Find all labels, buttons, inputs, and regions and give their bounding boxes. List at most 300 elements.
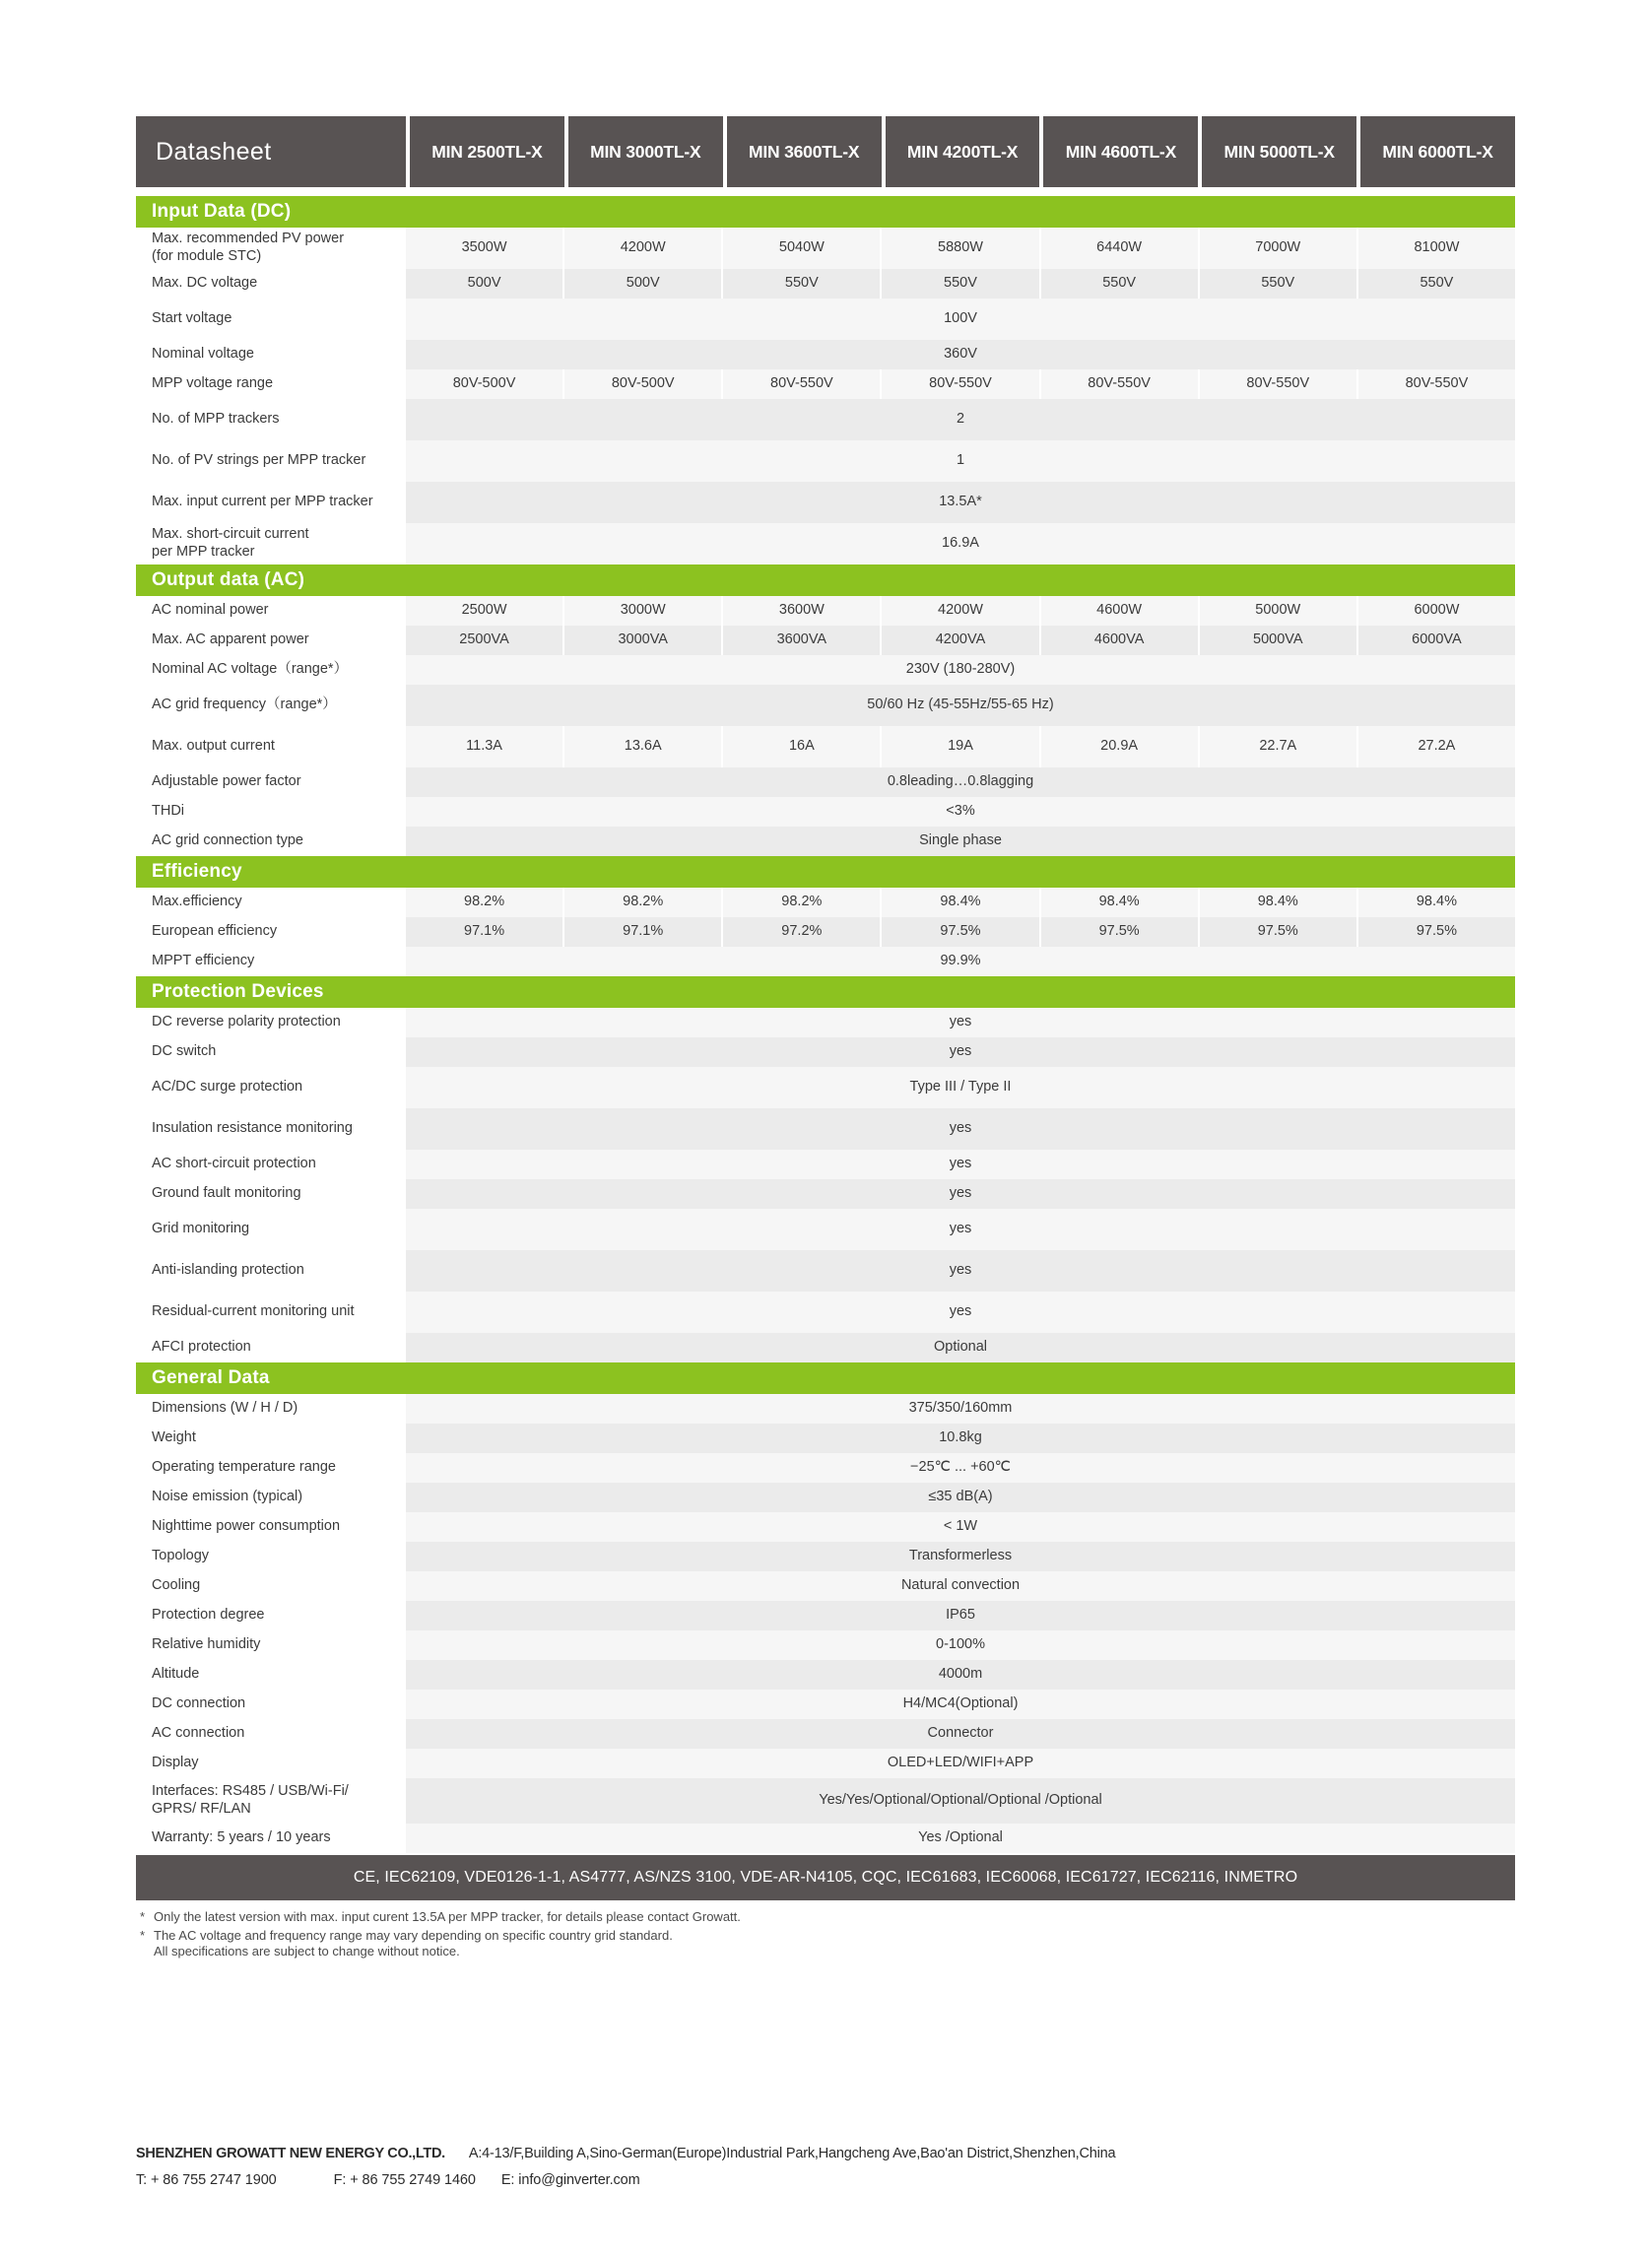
row-label-line: Max. recommended PV power	[152, 231, 345, 247]
row-value-cell: 98.4%	[1200, 888, 1358, 917]
table-row	[136, 1542, 1515, 1571]
certifications-bar: CE, IEC62109, VDE0126-1-1, AS4777, AS/NZS 3100, VDE-AR-N4105, CQC, IEC61683, IEC60068, IEC61727, IEC62116, INMETRO	[136, 1855, 1515, 1900]
row-values	[406, 655, 1515, 685]
row-value-cell: 6440W	[1041, 228, 1200, 269]
table-header-row	[136, 116, 1515, 187]
row-label	[136, 596, 406, 626]
row-value-cell: 11.3A	[406, 726, 564, 767]
row-values	[406, 726, 1515, 767]
row-value-cell: 16A	[723, 726, 882, 767]
row-values	[406, 1179, 1515, 1209]
table-row	[136, 1719, 1515, 1749]
asterisk-icon: *	[140, 1927, 146, 1943]
row-label-line: Nighttime power consumption	[152, 1518, 341, 1535]
row-value-cell: 500V	[406, 269, 564, 299]
row-label-line: Relative humidity	[152, 1636, 261, 1653]
row-label-line: Warranty: 5 years / 10 years	[152, 1829, 331, 1846]
row-label	[136, 1690, 406, 1719]
row-label	[136, 1394, 406, 1424]
row-values	[406, 1483, 1515, 1512]
table-row	[136, 1453, 1515, 1483]
table-row	[136, 797, 1515, 827]
row-label-line: AC/DC surge protection	[152, 1079, 303, 1095]
table-row	[136, 1008, 1515, 1037]
footer-company-line	[136, 2146, 1515, 2161]
row-value-spanning: 1	[956, 452, 965, 469]
row-value-spanning: Single phase	[919, 832, 1002, 849]
row-values	[406, 1690, 1515, 1719]
row-label-line: MPP voltage range	[152, 375, 274, 392]
row-values	[406, 340, 1515, 369]
row-label	[136, 1333, 406, 1362]
table-row	[136, 655, 1515, 685]
row-value-cell: 98.2%	[723, 888, 882, 917]
row-value-spanning: yes	[949, 1221, 972, 1237]
row-value-cell: 98.4%	[882, 888, 1040, 917]
row-label	[136, 1660, 406, 1690]
row-values	[406, 1512, 1515, 1542]
row-value-cell: 3600W	[723, 596, 882, 626]
row-values	[406, 399, 1515, 440]
row-value-spanning: yes	[949, 1303, 972, 1320]
table-row	[136, 440, 1515, 482]
table-row	[136, 482, 1515, 523]
row-value-cell: 13.6A	[564, 726, 723, 767]
row-values	[406, 1008, 1515, 1037]
row-value-cell: 4200VA	[882, 626, 1040, 655]
row-value-spanning: <3%	[946, 803, 975, 820]
row-label	[136, 1292, 406, 1333]
row-value-cell: 80V-550V	[1041, 369, 1200, 399]
table-row	[136, 1250, 1515, 1292]
table-row	[136, 1601, 1515, 1630]
row-label-line: Start voltage	[152, 310, 232, 327]
row-value-spanning: 13.5A*	[939, 494, 982, 510]
row-value-spanning: 2	[956, 411, 965, 428]
table-row	[136, 1571, 1515, 1601]
row-values	[406, 228, 1515, 269]
row-label	[136, 1250, 406, 1292]
row-label	[136, 269, 406, 299]
row-label-line: AFCI protection	[152, 1339, 251, 1356]
row-label-line: Anti-islanding protection	[152, 1262, 304, 1279]
table-row	[136, 399, 1515, 440]
row-label-line: AC nominal power	[152, 602, 269, 619]
row-value-spanning: Transformerless	[908, 1548, 1013, 1564]
page-title: Datasheet	[136, 116, 406, 187]
row-label-line: AC grid frequency（range*）	[152, 697, 337, 713]
row-label	[136, 228, 406, 269]
row-values	[406, 827, 1515, 856]
column-header-model-5: MIN 4600TL-X	[1043, 116, 1198, 187]
row-value-cell: 550V	[1200, 269, 1358, 299]
footer-contact-line	[136, 2172, 1515, 2188]
table-row	[136, 685, 1515, 726]
row-value-cell: 98.2%	[564, 888, 723, 917]
row-value-cell: 97.1%	[564, 917, 723, 947]
row-values	[406, 888, 1515, 917]
row-value-cell: 97.5%	[1200, 917, 1358, 947]
row-value-spanning: 50/60 Hz (45-55Hz/55-65 Hz)	[867, 697, 1054, 713]
row-values	[406, 482, 1515, 523]
row-label	[136, 1571, 406, 1601]
table-row	[136, 596, 1515, 626]
row-label-line: Max. output current	[152, 738, 275, 755]
table-row	[136, 1749, 1515, 1778]
row-value-cell: 550V	[1041, 269, 1200, 299]
row-values	[406, 797, 1515, 827]
row-value-spanning: 0.8leading…0.8lagging	[887, 773, 1034, 790]
row-value-cell: 98.2%	[406, 888, 564, 917]
row-value-cell: 6000VA	[1412, 631, 1462, 648]
table-row	[136, 228, 1515, 269]
row-label-line: DC connection	[152, 1695, 246, 1712]
table-row	[136, 1690, 1515, 1719]
row-label-line: Max. AC apparent power	[152, 631, 309, 648]
footnote-body	[154, 1928, 1515, 1960]
table-row	[136, 767, 1515, 797]
row-value-spanning: Yes/Yes/Optional/Optional/Optional /Optional	[819, 1792, 1102, 1809]
row-label	[136, 1108, 406, 1150]
row-label	[136, 726, 406, 767]
row-value-spanning: 100V	[944, 310, 977, 327]
row-value-spanning: 230V (180-280V)	[905, 661, 1016, 678]
row-values	[406, 1424, 1515, 1453]
row-values	[406, 917, 1515, 947]
row-label	[136, 1067, 406, 1108]
row-label-line: per MPP tracker	[152, 544, 255, 560]
row-value-cell: 80V-550V	[1200, 369, 1358, 399]
datasheet-table	[136, 116, 1515, 1962]
row-label	[136, 1749, 406, 1778]
column-header-model-1: MIN 2500TL-X	[410, 116, 564, 187]
footnote-line: All specifications are subject to change without notice.	[154, 1944, 460, 1959]
row-label-line: No. of PV strings per MPP tracker	[152, 452, 366, 469]
table-row	[136, 523, 1515, 564]
row-value-cell: 80V-500V	[406, 369, 564, 399]
table-row	[136, 1333, 1515, 1362]
row-label-line: Weight	[152, 1429, 196, 1446]
table-row	[136, 1394, 1515, 1424]
row-value-cell: 5880W	[882, 228, 1040, 269]
row-label	[136, 1778, 406, 1824]
row-label	[136, 440, 406, 482]
row-label-line: Nominal voltage	[152, 346, 254, 363]
row-values	[406, 369, 1515, 399]
row-value-spanning: yes	[949, 1043, 972, 1060]
row-label-line: Dimensions (W / H / D)	[152, 1400, 298, 1417]
row-value-cell: 550V	[723, 269, 882, 299]
row-value-spanning: IP65	[946, 1607, 975, 1624]
row-label	[136, 947, 406, 976]
row-value-spanning: 0-100%	[936, 1636, 985, 1653]
row-label	[136, 340, 406, 369]
row-value-spanning: −25℃ ... +60℃	[910, 1459, 1011, 1476]
row-label	[136, 482, 406, 523]
row-value-cell: 500V	[564, 269, 723, 299]
row-label-line: Topology	[152, 1548, 210, 1564]
row-value-cell: 27.2A	[1418, 738, 1456, 755]
row-label	[136, 1008, 406, 1037]
row-values	[406, 1209, 1515, 1250]
row-label	[136, 767, 406, 797]
table-row	[136, 726, 1515, 767]
row-values	[406, 626, 1515, 655]
row-label-line: Operating temperature range	[152, 1459, 336, 1476]
row-label-line: GPRS/ RF/LAN	[152, 1801, 251, 1817]
row-values	[406, 1108, 1515, 1150]
table-row	[136, 1037, 1515, 1067]
row-label-line: MPPT efficiency	[152, 953, 255, 969]
row-label	[136, 369, 406, 399]
row-label	[136, 888, 406, 917]
footnote	[140, 1909, 1515, 1926]
asterisk-icon: *	[140, 1909, 146, 1924]
section-band: Output data (AC)	[136, 564, 1515, 596]
row-label	[136, 1719, 406, 1749]
row-values	[406, 1037, 1515, 1067]
row-label	[136, 685, 406, 726]
row-value-spanning: OLED+LED/WIFI+APP	[887, 1755, 1034, 1771]
row-values	[406, 1571, 1515, 1601]
table-row	[136, 888, 1515, 917]
row-label	[136, 797, 406, 827]
row-label	[136, 1453, 406, 1483]
row-value-cell: 97.5%	[882, 917, 1040, 947]
row-label-line: Max. DC voltage	[152, 275, 258, 292]
table-row	[136, 1179, 1515, 1209]
row-values	[406, 947, 1515, 976]
row-value-cell: 7000W	[1200, 228, 1358, 269]
footnotes	[136, 1909, 1515, 1960]
table-row	[136, 1424, 1515, 1453]
row-values	[406, 1778, 1515, 1824]
row-values	[406, 299, 1515, 340]
row-values	[406, 523, 1515, 564]
row-values	[406, 1542, 1515, 1571]
row-value-spanning: 99.9%	[940, 953, 981, 969]
row-label-line: Residual-current monitoring unit	[152, 1303, 355, 1320]
row-values	[406, 1824, 1515, 1853]
table-row	[136, 1292, 1515, 1333]
row-value-cell: 22.7A	[1200, 726, 1358, 767]
table-row	[136, 1512, 1515, 1542]
row-label	[136, 399, 406, 440]
row-values	[406, 1719, 1515, 1749]
footnote-line: The AC voltage and frequency range may vary depending on specific country grid standard.	[154, 1927, 673, 1943]
row-value-cell: 20.9A	[1041, 726, 1200, 767]
row-value-spanning: 16.9A	[942, 535, 979, 552]
row-value-cell: 4200W	[882, 596, 1040, 626]
row-label	[136, 1150, 406, 1179]
row-value-spanning: yes	[949, 1262, 972, 1279]
row-label-line: (for module STC)	[152, 248, 262, 264]
row-label	[136, 917, 406, 947]
row-value-cell: 550V	[882, 269, 1040, 299]
row-label	[136, 1542, 406, 1571]
row-value-cell: 97.2%	[723, 917, 882, 947]
row-value-cell: 19A	[882, 726, 1040, 767]
row-values	[406, 1394, 1515, 1424]
row-label	[136, 1037, 406, 1067]
section-band: General Data	[136, 1362, 1515, 1394]
row-values	[406, 596, 1515, 626]
row-label-line: Altitude	[152, 1666, 200, 1683]
row-label	[136, 1601, 406, 1630]
contact-email[interactable]: E: info@ginverter.com	[500, 2172, 640, 2188]
row-value-cell: 550V	[1420, 275, 1454, 292]
row-value-spanning: H4/MC4(Optional)	[902, 1695, 1019, 1712]
row-label-line: Insulation resistance monitoring	[152, 1120, 353, 1137]
row-values	[406, 1150, 1515, 1179]
row-label-line: DC switch	[152, 1043, 217, 1060]
row-value-spanning: ≤35 dB(A)	[928, 1489, 993, 1505]
row-value-cell: 97.5%	[1416, 923, 1457, 940]
row-value-spanning: yes	[949, 1156, 972, 1172]
company-name: SHENZHEN GROWATT NEW ENERGY CO.,LTD.	[136, 2146, 445, 2161]
section-band: Input Data (DC)	[136, 196, 1515, 228]
row-value-spanning: yes	[949, 1014, 972, 1030]
row-value-spanning: 360V	[944, 346, 977, 363]
column-header-model-2: MIN 3000TL-X	[568, 116, 723, 187]
row-label-line: Max.efficiency	[152, 894, 242, 910]
row-values	[406, 1250, 1515, 1292]
table-row	[136, 947, 1515, 976]
row-values	[406, 767, 1515, 797]
page-footer	[136, 2146, 1515, 2188]
contact-telephone: T: + 86 755 2747 1900	[136, 2172, 277, 2188]
table-row	[136, 1630, 1515, 1660]
row-value-spanning: Yes /Optional	[918, 1829, 1003, 1846]
row-label-line: Ground fault monitoring	[152, 1185, 301, 1202]
row-values	[406, 1333, 1515, 1362]
row-value-cell: 4200W	[564, 228, 723, 269]
column-header-model-7: MIN 6000TL-X	[1360, 116, 1515, 187]
row-label-line: Max. input current per MPP tracker	[152, 494, 373, 510]
row-label	[136, 299, 406, 340]
row-label	[136, 1483, 406, 1512]
row-value-spanning: Connector	[927, 1725, 994, 1742]
row-value-cell: 5000VA	[1200, 626, 1358, 655]
footnote-line: Only the latest version with max. input curent 13.5A per MPP tracker, for details please contact Growatt.	[154, 1909, 741, 1924]
row-label	[136, 1824, 406, 1853]
row-value-cell: 5040W	[723, 228, 882, 269]
row-label	[136, 1630, 406, 1660]
row-value-spanning: Optional	[933, 1339, 987, 1356]
row-value-spanning: yes	[949, 1120, 972, 1137]
row-label-line: Cooling	[152, 1577, 201, 1594]
row-value-cell: 3600VA	[723, 626, 882, 655]
row-value-spanning: < 1W	[943, 1518, 978, 1535]
table-row	[136, 340, 1515, 369]
row-label-line: Grid monitoring	[152, 1221, 250, 1237]
footnote	[140, 1928, 1515, 1960]
row-values	[406, 1067, 1515, 1108]
row-value-spanning: 4000m	[938, 1666, 983, 1683]
row-value-spanning: 375/350/160mm	[908, 1400, 1013, 1417]
row-label-line: No. of MPP trackers	[152, 411, 280, 428]
row-values	[406, 269, 1515, 299]
table-row	[136, 1067, 1515, 1108]
row-label-line: Protection degree	[152, 1607, 265, 1624]
table-row	[136, 917, 1515, 947]
row-label-line: DC reverse polarity protection	[152, 1014, 341, 1030]
row-values	[406, 440, 1515, 482]
table-row	[136, 626, 1515, 655]
row-label	[136, 523, 406, 564]
section-band: Efficiency	[136, 856, 1515, 888]
table-row	[136, 1150, 1515, 1179]
table-row	[136, 1108, 1515, 1150]
row-value-cell: 97.1%	[406, 917, 564, 947]
row-label-line: Display	[152, 1755, 199, 1771]
row-label	[136, 626, 406, 655]
row-label	[136, 1209, 406, 1250]
row-value-cell: 80V-550V	[882, 369, 1040, 399]
row-label-line: Adjustable power factor	[152, 773, 301, 790]
table-row	[136, 827, 1515, 856]
row-value-cell: 80V-500V	[564, 369, 723, 399]
row-label	[136, 1512, 406, 1542]
row-value-cell: 3500W	[406, 228, 564, 269]
column-header-model-3: MIN 3600TL-X	[727, 116, 882, 187]
table-row	[136, 299, 1515, 340]
row-value-cell: 4600W	[1041, 596, 1200, 626]
row-values	[406, 1292, 1515, 1333]
row-label-line: European efficiency	[152, 923, 278, 940]
row-label	[136, 827, 406, 856]
row-value-cell: 97.5%	[1041, 917, 1200, 947]
row-value-cell: 6000W	[1414, 602, 1460, 619]
table-row	[136, 1483, 1515, 1512]
row-value-cell: 98.4%	[1041, 888, 1200, 917]
row-label-line: AC connection	[152, 1725, 245, 1742]
row-label-line: Noise emission (typical)	[152, 1489, 303, 1505]
row-label	[136, 1179, 406, 1209]
table-row	[136, 369, 1515, 399]
row-value-cell: 4600VA	[1041, 626, 1200, 655]
table-row	[136, 269, 1515, 299]
row-label-line: Interfaces: RS485 / USB/Wi-Fi/	[152, 1783, 349, 1800]
section-band: Protection Devices	[136, 976, 1515, 1008]
row-value-cell: 80V-550V	[723, 369, 882, 399]
row-value-cell: 2500W	[406, 596, 564, 626]
sections-container	[136, 196, 1515, 1853]
row-label-line: AC grid connection type	[152, 832, 303, 849]
row-value-cell: 80V-550V	[1405, 375, 1469, 392]
row-values	[406, 685, 1515, 726]
row-label-line: Max. short-circuit current	[152, 526, 309, 543]
company-address: A:4-13/F,Building A,Sino-German(Europe)Industrial Park,Hangcheng Ave,Bao'an District,Shenzhen,China	[468, 2146, 1116, 2161]
column-header-model-6: MIN 5000TL-X	[1202, 116, 1356, 187]
row-value-cell: 5000W	[1200, 596, 1358, 626]
row-values	[406, 1749, 1515, 1778]
row-label-line: THDi	[152, 803, 185, 820]
table-row	[136, 1824, 1515, 1853]
row-label-line: Nominal AC voltage（range*）	[152, 661, 349, 678]
row-values	[406, 1601, 1515, 1630]
row-label-line: AC short-circuit protection	[152, 1156, 316, 1172]
row-value-cell: 2500VA	[406, 626, 564, 655]
row-value-spanning: yes	[949, 1185, 972, 1202]
table-row	[136, 1660, 1515, 1690]
row-value-spanning: Type III / Type II	[909, 1079, 1012, 1095]
table-row	[136, 1778, 1515, 1824]
row-label	[136, 1424, 406, 1453]
row-values	[406, 1660, 1515, 1690]
row-value-spanning: Natural convection	[900, 1577, 1021, 1594]
row-value-cell: 8100W	[1414, 239, 1460, 256]
